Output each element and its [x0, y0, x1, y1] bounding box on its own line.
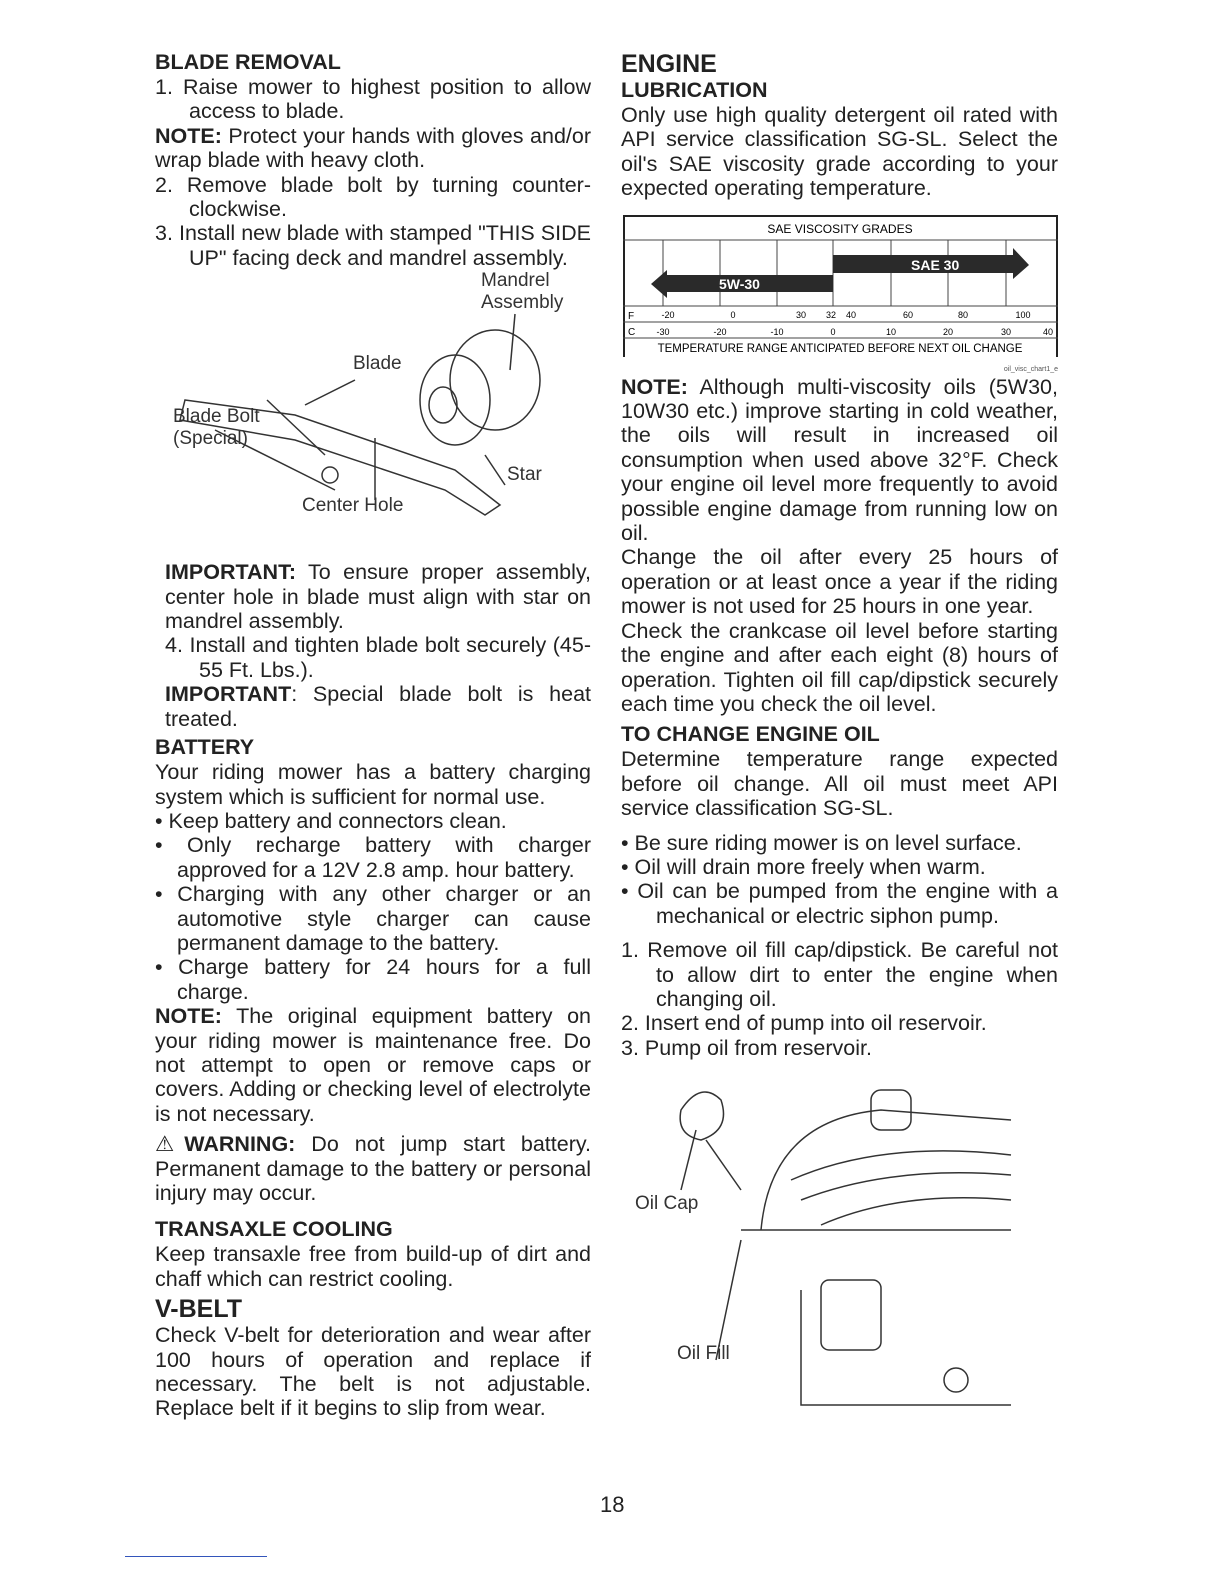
footer-rule — [125, 1556, 267, 1557]
f-tick-label: 32 — [825, 309, 837, 320]
lubrication-heading: LUBRICATION — [621, 78, 768, 102]
vbelt-heading: V-BELT — [155, 1295, 243, 1324]
right-column — [621, 50, 1058, 1420]
transaxle-text: Keep transaxle free from build-up of dirt and chaff which can restrict cooling. — [155, 1242, 591, 1291]
change-oil-heading: TO CHANGE ENGINE OIL — [621, 722, 880, 747]
oil-fill-label: Oil Fill — [677, 1343, 730, 1365]
oil-step: 3. Pump oil from reservoir. — [621, 1035, 872, 1060]
sae30-label: SAE 30 — [911, 256, 960, 273]
oil-cap-label: Oil Cap — [635, 1193, 699, 1215]
step-3: 3. Install new blade with stamped "THIS SIDE UP" facing deck and mandrel assembly. — [155, 221, 591, 270]
important-alignment: IMPORTANT: To ensure proper assembly, center hole in blade must align with star on mandrel assembly. — [165, 560, 591, 634]
page-number: 18 — [600, 1492, 625, 1517]
f-tick-label: 40 — [845, 309, 857, 320]
blade-label: Blade — [353, 353, 402, 375]
f-tick-label: 100 — [1015, 309, 1031, 320]
engine-diagram — [621, 1060, 1058, 1420]
blade-removal-heading: BLADE REMOVAL — [155, 50, 341, 74]
f-tick-label: -20 — [661, 309, 675, 320]
battery-bullet: • Only recharge battery with charger approved for a 12V 2.8 amp. hour battery. — [155, 833, 591, 882]
transaxle-heading: TRANSAXLE COOLING — [155, 1217, 393, 1242]
battery-text: Your riding mower has a battery charging system which is sufficient for normal use. — [155, 760, 591, 809]
c-tick-label: -30 — [656, 326, 670, 337]
blade-bolt-label: Blade Bolt (Special) — [173, 406, 260, 450]
f-tick-label: 80 — [957, 309, 969, 320]
c-tick-label: -20 — [713, 326, 727, 337]
battery-bullet: • Charging with any other charger or an automotive style charger can cause permanent damage to the battery. — [155, 882, 591, 955]
note-maintenance-free: NOTE: The original equipment battery on your riding mower is maintenance free. Do not attempt to open or remove caps or covers. Adding or checking level of electrolyte is not necessary. — [155, 1004, 591, 1126]
oil-bullet: • Oil will drain more freely when warm. — [621, 854, 986, 879]
warning-jump-start: ⚠WARNING: Do not jump start battery. Permanent damage to the battery or personal injury may occur. — [155, 1132, 591, 1205]
chart-code: oil_visc_chart1_e — [1003, 365, 1058, 373]
f-tick-label: 0 — [730, 309, 736, 320]
mandrel-assembly-label: Mandrel Assembly — [481, 270, 564, 314]
star-label: Star — [507, 464, 542, 486]
battery-bullet: • Keep battery and connectors clean. — [155, 808, 507, 833]
c-tick-label: 40 — [1042, 326, 1054, 337]
c-tick-label: 30 — [1000, 326, 1012, 337]
c-tick-label: -10 — [770, 326, 784, 337]
change-interval-text: Change the oil after every 25 hours of operation or at least once a year if the riding mower is not used for 25 hours in one year. — [621, 545, 1058, 619]
note-gloves: NOTE: Protect your hands with gloves and/or wrap blade with heavy cloth. — [155, 123, 591, 173]
chart-title: SAE VISCOSITY GRADES — [767, 221, 913, 236]
f-tick-label: 60 — [902, 309, 914, 320]
step-2: 2. Remove blade bolt by turning counter-clockwise. — [155, 172, 591, 222]
check-level-text: Check the crankcase oil level before starting the engine and after each eight (8) hours of operation. Tighten oil fill cap/dipstick securely each time you check the oil level. — [621, 618, 1058, 716]
viscosity-chart — [623, 215, 1058, 373]
oil-step: 1. Remove oil fill cap/dipstick. Be careful not to allow dirt to enter the engine when changing oil. — [621, 938, 1058, 1011]
oil-bullet: • Oil can be pumped from the engine with a mechanical or electric siphon pump. — [621, 879, 1058, 928]
engine-heading: ENGINE — [621, 50, 717, 78]
vbelt-text: Check V-belt for deterioration and wear after 100 hours of operation and replace if necessary. The belt is not adjustable. Replace belt if it begins to slip from wear. — [155, 1323, 591, 1421]
oil-step: 2. Insert end of pump into oil reservoir. — [621, 1011, 987, 1036]
c-axis-label: C — [628, 326, 636, 338]
blade-diagram — [155, 270, 591, 560]
important-bolt: IMPORTANT: Special blade bolt is heat treated. — [165, 682, 591, 731]
lubrication-text: Only use high quality detergent oil rated with API service classification SG-SL. Select the oil's SAE viscosity grade according to your expected operating temperature. — [621, 103, 1058, 201]
oil-bullet: • Be sure riding mower is on level surface. — [621, 830, 1022, 855]
left-column — [155, 50, 591, 1421]
battery-bullet: • Charge battery for 24 hours for a full charge. — [155, 955, 591, 1004]
f-tick-label: 30 — [795, 309, 807, 320]
center-hole-label: Center Hole — [302, 495, 404, 517]
f-axis-label: F — [628, 310, 635, 322]
change-oil-text: Determine temperature range expected before oil change. All oil must meet API service classification SG-SL. — [621, 747, 1058, 821]
note-multi-viscosity: NOTE: Although multi-viscosity oils (5W30, 10W30 etc.) improve starting in cold weather, the oils will result in increased oil consumption when used above 32°F. Check your engine oil level more frequently to avoid possible engine damage from running low on oil. — [621, 374, 1058, 546]
c-tick-label: 0 — [830, 326, 836, 337]
c-tick-label: 10 — [885, 326, 897, 337]
step-4: 4. Install and tighten blade bolt securely (45-55 Ft. Lbs.). — [165, 633, 591, 682]
step-1: 1. Raise mower to highest position to allow access to blade. — [155, 75, 591, 124]
chart-footer: TEMPERATURE RANGE ANTICIPATED BEFORE NEXT OIL CHANGE — [657, 342, 1023, 355]
warning-triangle-icon: ⚠ — [155, 1132, 185, 1157]
c-tick-label: 20 — [942, 326, 954, 337]
battery-heading: BATTERY — [155, 735, 255, 760]
5w30-label: 5W-30 — [719, 275, 760, 292]
